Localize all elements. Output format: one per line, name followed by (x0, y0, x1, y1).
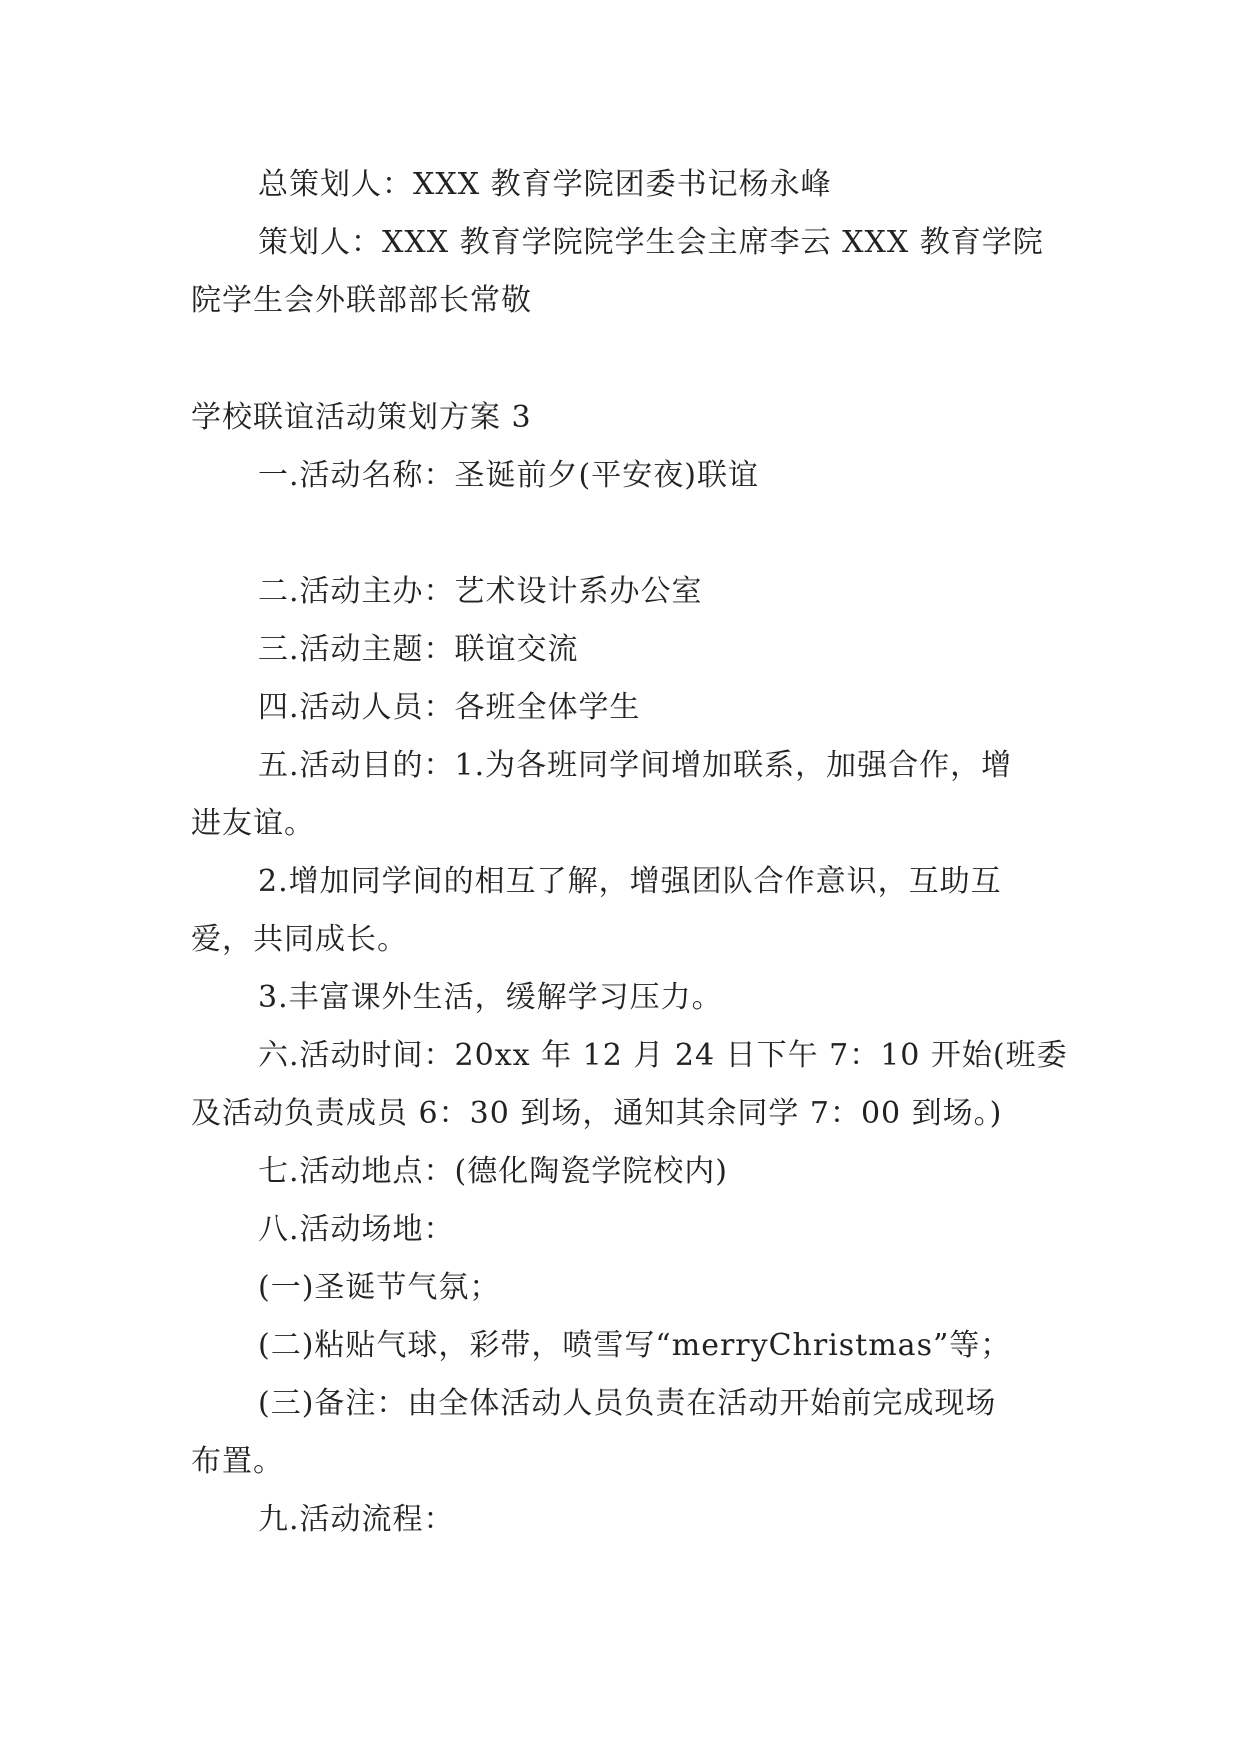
activity-theme-line: 三.活动主题：联谊交流 (258, 632, 579, 667)
venue-item-1: (一)圣诞节气氛； (258, 1270, 501, 1305)
activity-purpose-line: 五.活动目的：1.为各班同学间增加联系，加强合作，增 (258, 748, 1013, 783)
planner-line-continued: 院学生会外联部部长常敬 (191, 283, 532, 318)
activity-time-line: 六.活动时间：20xx 年 12 月 24 日下午 7：10 开始(班委 (258, 1038, 1068, 1073)
chief-planner-line: 总策划人：XXX 教育学院团委书记杨永峰 (258, 167, 832, 202)
activity-participants-line: 四.活动人员：各班全体学生 (258, 690, 641, 725)
purpose-item-2: 2.增加同学间的相互了解，增强团队合作意识，互助互 (258, 864, 1002, 899)
section-title: 学校联谊活动策划方案 3 (191, 400, 532, 435)
activity-location-line: 七.活动地点：(德化陶瓷学院校内) (258, 1154, 728, 1189)
planner-line: 策划人：XXX 教育学院院学生会主席李云 XXX 教育学院 (258, 225, 1044, 260)
purpose-item-2-continued: 爱，共同成长。 (191, 922, 408, 957)
activity-purpose-line-continued: 进友谊。 (191, 806, 315, 841)
purpose-item-3: 3.丰富课外生活，缓解学习压力。 (258, 980, 723, 1015)
venue-item-3-continued: 布置。 (191, 1444, 284, 1479)
activity-venue-line: 八.活动场地： (258, 1212, 455, 1247)
activity-time-line-continued: 及活动负责成员 6：30 到场，通知其余同学 7：00 到场。) (191, 1096, 1003, 1131)
venue-item-3: (三)备注：由全体活动人员负责在活动开始前完成现场 (258, 1386, 997, 1421)
activity-process-line: 九.活动流程： (258, 1502, 455, 1537)
activity-host-line: 二.活动主办：艺术设计系办公室 (258, 574, 703, 609)
venue-item-2: (二)粘贴气球，彩带，喷雪写“merryChristmas”等； (258, 1328, 1012, 1363)
activity-name-line: 一.活动名称：圣诞前夕(平安夜)联谊 (258, 458, 759, 493)
